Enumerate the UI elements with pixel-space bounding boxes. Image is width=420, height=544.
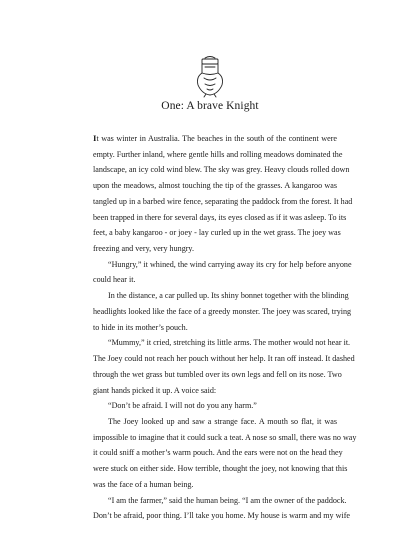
text-line: “Don’t be afraid. I will not do you any harm.” — [108, 401, 257, 411]
paragraph — [93, 257, 352, 288]
text-line: landscape, an icy cold wind blew. The sky was grey. Heavy clouds rolled down — [93, 165, 350, 175]
paragraph — [93, 131, 353, 257]
chapter-title: One: A brave Knight — [161, 100, 259, 112]
paragraph — [93, 414, 357, 493]
text-line: empty. Further inland, where gentle hills and rolling meadows dominated the — [93, 149, 343, 159]
text-line: t was winter in Australia. The beaches in the south of the continent were — [96, 134, 337, 143]
text-line: giant hands picked it up. A voice said: — [93, 385, 217, 395]
chapter-body — [93, 131, 357, 524]
paragraph — [93, 335, 355, 398]
text-line: was the face of a human being. — [93, 479, 194, 489]
text-line: “Mummy,” it cried, stretching its little arms. The mother would not hear it. — [108, 338, 351, 348]
paragraph — [93, 288, 352, 335]
text-line: freezing and very, very hungry. — [93, 244, 194, 254]
text-line: to hide in its mother’s pouch. — [93, 322, 188, 332]
text-line: “Hungry,” it whined, the wind carrying away its cry for help before anyone — [108, 259, 352, 269]
text-line: could hear it. — [93, 275, 136, 285]
text-line: it could sniff a mother’s warm pouch. And the ears were not on the head they — [93, 448, 343, 458]
text-line: feet, a baby kangaroo - or joey - lay curled up in the wet grass. The joey was — [93, 228, 341, 238]
text-line: impossible to imagine that it could suck a teat. A nose so small, there was no way — [93, 432, 357, 442]
text-line: “I am the farmer,” said the human being. “I am the owner of the paddock. — [108, 495, 347, 505]
text-line: The Joey looked up and saw a strange face. A mouth so flat, it was — [108, 416, 337, 426]
text-line: tangled up in a barbed wire fence, separating the paddock from the forest. It had — [93, 196, 353, 206]
text-line: been trapped in there for several days, its eyes closed as if it was asleep. To its — [93, 212, 347, 222]
drop-cap: I — [93, 133, 97, 143]
text-line: Don’t be afraid, poor thing. I’ll take you home. My house is warm and my wife — [93, 511, 350, 521]
paragraph — [93, 493, 350, 524]
text-line: were stuck on either side. How terrible, thought the joey, not knowing that this — [93, 464, 348, 474]
text-line: upon the meadows, almost touching the tip of the grasses. A kangaroo was — [93, 181, 337, 191]
knight-helmet-icon — [193, 54, 227, 98]
paragraph — [93, 398, 337, 414]
text-line: In the distance, a car pulled up. Its shiny bonnet together with the blinding — [108, 291, 349, 301]
text-line: headlights looked like the face of a greedy monster. The joey was scared, trying — [93, 306, 352, 316]
text-line: through the wet grass but tumbled over its own legs and fell on its nose. Two — [93, 369, 342, 379]
text-line: The Joey could not reach her pouch without her help. It ran off instead. It dashed — [93, 354, 355, 364]
